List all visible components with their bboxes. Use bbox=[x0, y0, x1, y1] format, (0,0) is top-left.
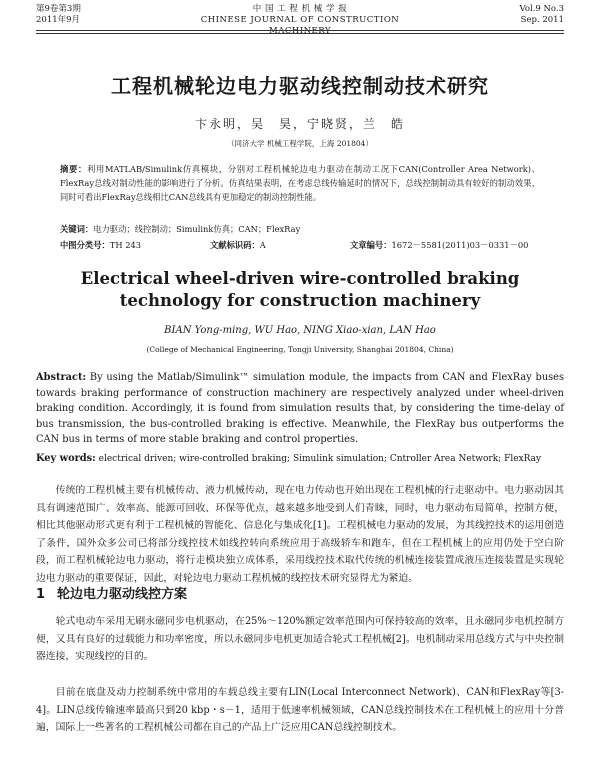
volume-issue: 第9卷第3期 bbox=[36, 4, 81, 14]
journal-name-en: CHINESE JOURNAL OF CONSTRUCTION MACHINERY bbox=[200, 15, 400, 36]
journal-name-cn: 中 国 工 程 机 械 学 报 bbox=[252, 4, 348, 14]
paper-title-en bbox=[40, 268, 560, 312]
affiliation-cn: （同济大学 机械工程学院，上海 201804） bbox=[227, 139, 373, 148]
class-number-label: 中图分类号： bbox=[60, 240, 110, 250]
issue-date: 2011年9月 bbox=[36, 15, 81, 25]
body-paragraph: 目前在底盘及动力控制系统中常用的车载总线主要有LIN(Local Interconnect Network)、CAN和FlexRay等[3-4]。LIN总线传输速率最高只到20 kbp・s－1，适用于低速率机械领域，CAN总线控制技术在工程机械上的应用十分普遍，国际上一些著名的工程机械公司都在自己的产品上广泛应用CAN总线控制技术。 bbox=[36, 687, 564, 733]
abstract-text-cn: 利用MATLAB/Simulink仿真模块，分别对工程机械轮边电力驱动在制动工况下CAN(Controller Area Network)、FlexRay总线对制动性能的影响进行了分析。仿真结果表明，在考虑总线传输延时的情况下，总线控制制动具有较好的制动效果，同时可看出FlexRay总线相比CAN总线具有更加稳定的制动控制性能。 bbox=[60, 164, 540, 202]
keywords-cn bbox=[60, 223, 540, 235]
article-number-label: 文章编号： bbox=[350, 240, 392, 250]
title-en-line1: Electrical wheel-driven wire-controlled braking bbox=[80, 269, 520, 288]
keywords-label-cn: 关键词： bbox=[60, 224, 94, 234]
abstract-label-en: Abstract: bbox=[36, 372, 87, 383]
abstract-cn bbox=[60, 162, 540, 204]
title-en-line2: technology for construction machinery bbox=[119, 291, 481, 310]
abstract-label-cn: 摘要： bbox=[60, 164, 87, 174]
volume-issue-en: Vol.9 No.3 bbox=[519, 4, 564, 14]
keywords-text-en: electrical driven; wire-controlled braking; Simulink simulation; Cntroller Area Network; FlexRay bbox=[98, 454, 542, 464]
classification-line bbox=[60, 239, 560, 251]
affiliation-en: (College of Mechanical Engineering, Tongji University, Shanghai 201804, China) bbox=[146, 345, 454, 354]
authors-cn: 卞永明，吴 昊，宁晓贤，兰 皓 bbox=[194, 117, 405, 131]
keywords-label-en: Key words: bbox=[36, 453, 96, 464]
paper-title-cn: 工程机械轮边电力驱动线控制动技术研究 bbox=[111, 74, 489, 98]
abstract-text-en: By using the Matlab/Simulink™ simulation module, the impacts from CAN and FlexRay buses towards braking performance of construction machinery are respectively analyzed under wheel-driven braking condition. Accordingly, it is found from simulation results that, by considering the time-delay of bus transmission, the bus-controlled braking is effective. Meanwhile, the FlexRay bus outperforms the CAN bus in terms of more stable braking and control properties. bbox=[36, 372, 564, 445]
doc-code-label: 文献标识码： bbox=[210, 240, 260, 250]
body-paragraph: 轮式电动车采用无刷永磁同步电机驱动，在25%～120%额定效率范围内可保持较高的效率，且永磁同步电机控制方便，又具有良好的过载能力和功率密度，所以永磁同步电机更加适合轮式工程机械[2]。电机制动采用总线方式与中央控制器连接，实现线控的目的。 bbox=[36, 616, 564, 662]
authors-en: BIAN Yong-ming, WU Hao, NING Xiao-xian, LAN Hao bbox=[164, 325, 436, 336]
issue-date-en: Sep. 2011 bbox=[520, 15, 564, 25]
doc-code-value: A bbox=[259, 240, 266, 250]
section-title: 轮边电力驱动线控方案 bbox=[57, 587, 188, 602]
journal-issue-info bbox=[36, 4, 81, 26]
section-number: 1 bbox=[36, 587, 46, 602]
class-number-value: TH 243 bbox=[109, 240, 142, 250]
article-number-value: 1672－5581(2011)03－0331－00 bbox=[391, 240, 529, 250]
header-divider-thin bbox=[36, 33, 564, 34]
intro-paragraph: 传统的工程机械主要有机械传动、液力机械传动，现在电力传动也开始出现在工程机械的行走驱动中。电力驱动因其具有调速范围广、效率高、能源可回收、环保等优点，越来越多地受到人们青睐，同时，电力驱动布局简单，控制方便，相比其他驱动形式更有利于工程机械的智能化、信息化与集成化[1]。工程机械电力驱动的发展，为其线控技术的运用创造了条件，国外众多公司已将部分线控技术如线控转向系统应用于高级轿车和跑车，但在工程机械上的应用仍处于空白阶段，而工程机械轮边电力驱动，将行走模块独立成体系，采用线控技术取代传统的机械连接装置成液压连接装置是实现轮边电力驱动的重要保证，因此，对轮边电力驱动工程机械的线控技术研究显得尤为紧迫。 bbox=[36, 485, 564, 584]
section-heading bbox=[36, 583, 187, 602]
journal-issue-info-en bbox=[519, 4, 564, 26]
keywords-en bbox=[36, 453, 564, 465]
header-divider bbox=[36, 30, 564, 31]
keywords-text-cn: 电力驱动；线控制动；Simulink仿真；CAN；FlexRay bbox=[93, 224, 301, 234]
abstract-en bbox=[36, 370, 564, 448]
